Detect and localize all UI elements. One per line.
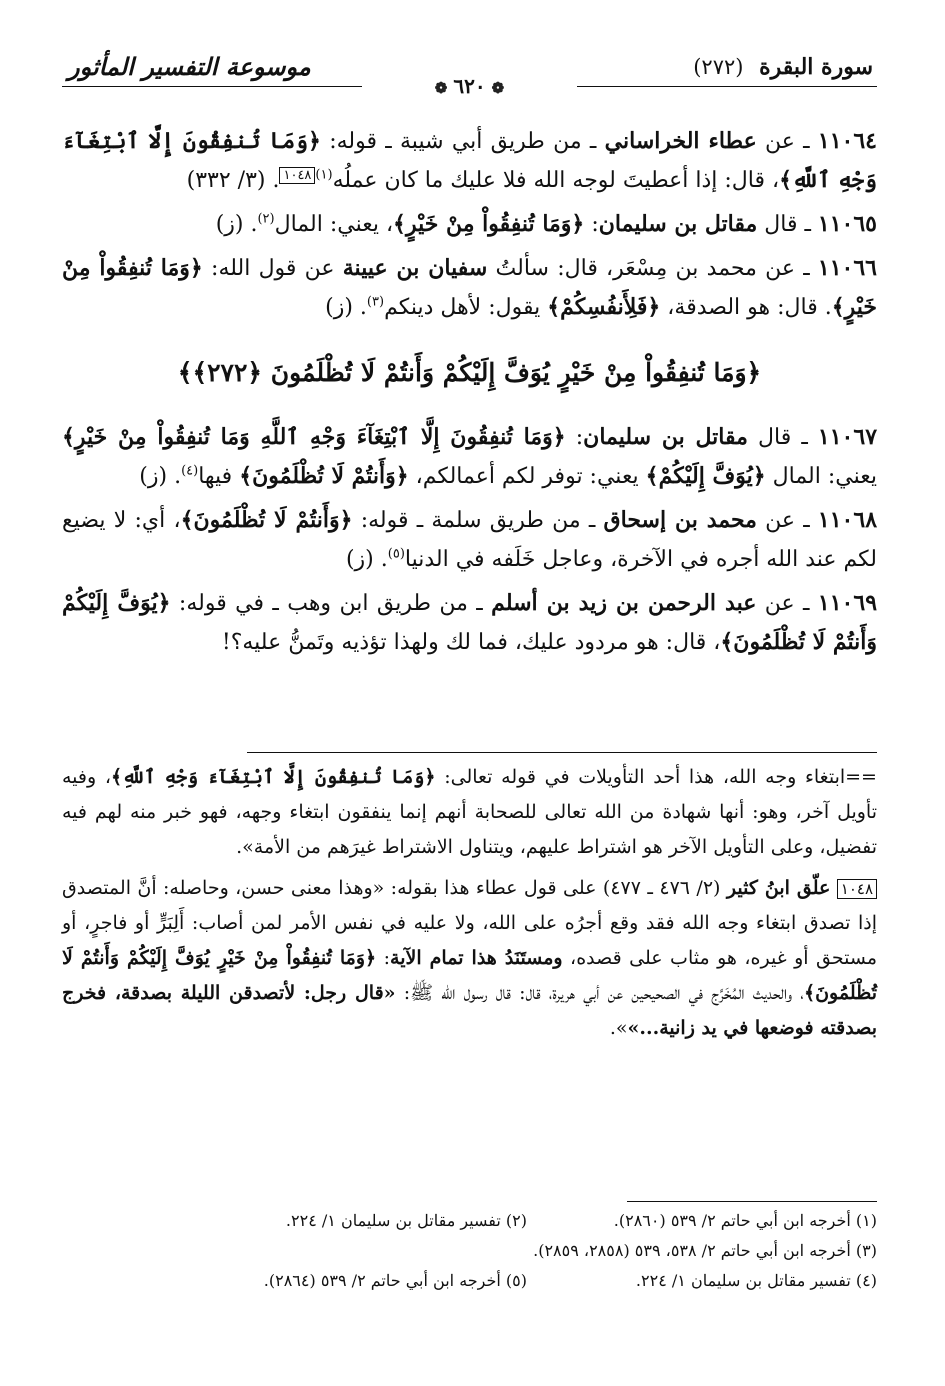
ref-5: (٥) أخرجه ابن أبي حاتم ٢/ ٥٣٩ (٢٨٦٤).	[263, 1271, 527, 1290]
ref-row	[62, 1206, 877, 1236]
footnote-ref: (٤)	[181, 463, 199, 479]
quran-quote: ﴿يُوَفَّ إِلَيْكُمْ﴾	[645, 463, 766, 489]
ornament-icon: ❁	[491, 79, 505, 97]
narration-11065: ١١٠٦٥ ـ قال مقاتل بن سليمان: ﴿وَمَا تُنفِقُواْ مِنْ خَيْرٍ﴾، يعني: المال$^{(٢)}$. (ز)	[215, 211, 877, 237]
quran-quote: ﴿وَمَا تُنفِقُونَ إِلَّا ٱبْتِغَآءَ وَجْهِ ٱللَّهِ﴾	[62, 128, 877, 193]
quran-quote: ﴿وَمَا تُنفِقُواْ مِنْ خَيْرٍ﴾	[62, 255, 877, 320]
main-text	[62, 122, 877, 667]
footnote-ref: (٢)	[257, 211, 275, 227]
ref-3: (٣) أخرجه ابن أبي حاتم ٢/ ٥٣٨، ٥٣٩ (٢٨٥٨، ٢٨٥٩).	[533, 1241, 877, 1260]
source-references	[62, 1206, 877, 1296]
narration-11064: ١١٠٦٤ ـ عن عطاء الخراساني ـ من طريق أبي شيبة ـ قوله: ﴿وَمَا تُنفِقُونَ إِلَّا ٱبْتِغَآءَ وَجْهِ ٱللَّهِ﴾، قال: إذا أعطيتَ لوجه الله فلا عليك ما كان عملُه$^{(١)}$١٠٤٨. (٣/ ٣٣٢)	[62, 128, 877, 193]
footnote-ref: (٥)	[387, 546, 405, 562]
quran-quote: ﴿يُوَفَّ إِلَيْكُمْ وَأَنتُمْ لَا تُظْلَمُونَ﴾	[62, 590, 877, 655]
notes-divider	[247, 752, 877, 753]
page	[62, 0, 877, 1386]
quran-quote: ﴿وَمَا تُنفِقُواْ مِنْ خَيْرٍ يُوَفَّ إِلَيْكُمْ وَأَنتُمْ لَا تُظْلَمُونَ﴾	[62, 947, 877, 1004]
quran-quote: ﴿وَأَنتُمْ لَا تُظْلَمُونَ﴾	[239, 463, 409, 489]
references-divider	[627, 1201, 877, 1202]
note-box-label: ١٠٤٨	[837, 879, 877, 899]
note-box-ref: ١٠٤٨	[279, 167, 315, 184]
ref-row	[62, 1266, 877, 1296]
running-header	[62, 48, 877, 96]
ref-2: (٢) تفسير مقاتل بن سليمان ١/ ٢٢٤.	[285, 1211, 527, 1230]
footnote-ref: (١)	[315, 167, 333, 183]
surah-name: سورة البقرة	[759, 54, 873, 80]
quran-quote: ﴿وَمَا تُنفِقُواْ مِنْ خَيْرٍ﴾	[393, 211, 585, 237]
footnote-ref: (٣)	[366, 294, 385, 310]
header-verse-number: (٢٧٢)	[693, 55, 744, 79]
verse-heading: ﴿وَمَا تُنفِقُواْ مِنْ خَيْرٍ يُوَفَّ إِلَيْكُمْ وَأَنتُمْ لَا تُظْلَمُونَ ﴿٢٧٢﴾﴾	[177, 358, 762, 387]
note-continuation: ==ابتغاء وجه الله، هذا أحد التأويلات في قوله تعالى: ﴿وَمَا تُنفِقُونَ إِلَّا ٱبْتِغَآءَ وَجْهِ ٱللَّهِ﴾، وفيه تأويل آخر، وهو: أنها شهادة من الله تعالى للصحابة أنهم إنما ينفقون ابتغاء وجهه، فهو خبر منه لهم فيه تفضيل، وعلى التأويل الآخر هو اشتراط عليهم، ويتناول الاشتراط غيرَهم من الأمة».	[62, 766, 877, 858]
ref-4: (٤) تفسير مقاتل بن سليمان ١/ ٢٢٤.	[635, 1271, 877, 1290]
ornament-icon: ❁	[434, 79, 448, 97]
quran-quote: ﴿وَأَنتُمْ لَا تُظْلَمُونَ﴾	[180, 507, 353, 533]
quran-quote: ﴿فَلِأَنفُسِكُمْ﴾	[547, 294, 661, 320]
ref-1: (١) أخرجه ابن أبي حاتم ٢/ ٥٣٩ (٢٨٦٠).	[613, 1211, 877, 1230]
hadith-quote: «قال رجل: لأتصدقن الليلة بصدقة، فخرج بصدقته فوضعها في يد زانية...»	[62, 982, 877, 1039]
narration-11068: ١١٠٦٨ ـ عن محمد بن إسحاق ـ من طريق سلمة ـ قوله: ﴿وَأَنتُمْ لَا تُظْلَمُونَ﴾، أي: لا يضيع لكم عند الله أجره في الآخرة، وعاجل خَلَفه في الدنيا$^{(٥)}$. (ز)	[62, 507, 878, 572]
note-1048: ١٠٤٨ علّق ابنُ كثير (٢/ ٤٧٦ ـ ٤٧٧) على قول عطاء هذا بقوله: «وهذا معنى حسن، وحاصله: أنَّ المتصدق إذا تصدق ابتغاء وجه الله فقد وقع أجرُه على الله، ولا عليه في نفس الأمر لمن أصاب: أَلِبَرٍّ أو فاجرٍ، أو مستحق أو غيره، هو مثاب على قصده، ومستَنَدُ هذا تمام الآية: ﴿وَمَا تُنفِقُواْ مِنْ خَيْرٍ يُوَفَّ إِلَيْكُمْ وَأَنتُمْ لَا تُظْلَمُونَ﴾، والحديث المُخَرَّج في الصحيحين عن أبي هريرة، قال: قال رسول الله ﷺ: «قال رجل: لأتصدقن الليلة بصدقة، فخرج بصدقته فوضعها في يد زانية...»».	[62, 877, 877, 1039]
header-book-title: موسوعة التفسير المأثور	[68, 52, 311, 81]
quran-quote: ﴿وَمَا تُنفِقُونَ إِلَّا ٱبْتِغَآءَ وَجْهِ ٱللَّهِ﴾	[110, 766, 436, 788]
commentary-notes	[62, 760, 877, 1052]
ref-row	[62, 1236, 877, 1266]
narration-11067: ١١٠٦٧ ـ قال مقاتل بن سليمان: ﴿وَمَا تُنفِقُونَ إِلَّا ٱبْتِغَآءَ وَجْهِ ٱللَّهِ وَمَا تُنفِقُواْ مِنْ خَيْرٍ﴾ يعني: المال ﴿يُوَفَّ إِلَيْكُمْ﴾ يعني: توفر لكم أعمالكم، ﴿وَأَنتُمْ لَا تُظْلَمُونَ﴾ فيها$^{(٤)}$. (ز)	[62, 424, 878, 489]
narration-11069: ١١٠٦٩ ـ عن عبد الرحمن بن زيد بن أسلم ـ من طريق ابن وهب ـ في قوله: ﴿يُوَفَّ إِلَيْكُمْ وَأَنتُمْ لَا تُظْلَمُونَ﴾، قال: هو مردود عليك، فما لك ولهذا تؤذيه وتَمنُّ عليه؟!	[62, 590, 878, 655]
quran-quote: ﴿وَمَا تُنفِقُونَ إِلَّا ٱبْتِغَآءَ وَجْهِ ٱللَّهِ وَمَا تُنفِقُواْ مِنْ خَيْرٍ﴾	[62, 424, 566, 450]
page-number: ❁٦٢٠❁	[434, 74, 505, 98]
narration-11066: ١١٠٦٦ ـ عن محمد بن مِسْعَر، قال: سألتُ سفيان بن عيينة عن قول الله: ﴿وَمَا تُنفِقُواْ مِنْ خَيْرٍ﴾. قال: هو الصدقة، ﴿فَلِأَنفُسِكُمْ﴾ يقول: لأهل دينكم$^{(٣)}$. (ز)	[62, 255, 877, 320]
